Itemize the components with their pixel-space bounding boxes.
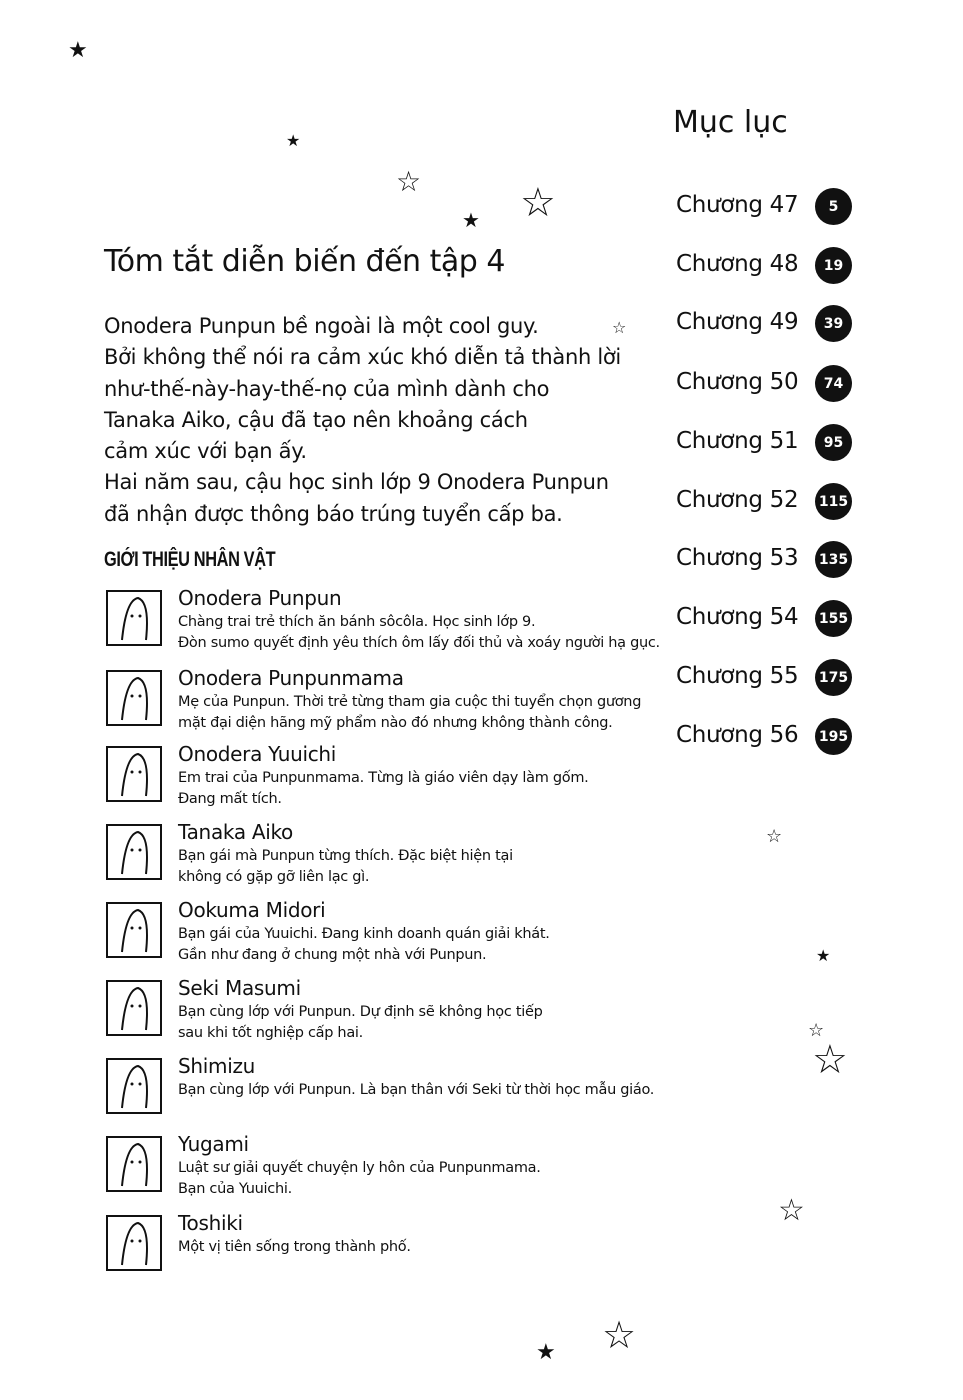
- toc-entry[interactable]: [676, 247, 856, 287]
- chapter-page-badge: 115: [815, 483, 852, 520]
- star-icon: ★: [816, 946, 831, 965]
- character-description: Bạn của Yuuichi.: [178, 1181, 292, 1197]
- star-outline-icon: ☆: [396, 165, 422, 198]
- character-portrait: [106, 1058, 162, 1114]
- character-description: Luật sư giải quyết chuyện ly hôn của Punpunmama.: [178, 1160, 541, 1176]
- chapter-page-badge: 74: [815, 365, 852, 402]
- summary-line: Bởi không thể nói ra cảm xúc khó diễn tả thành lời: [104, 345, 621, 370]
- chapter-label: Chương 47: [676, 192, 799, 218]
- character-description: Bạn cùng lớp với Punpun. Là bạn thân với Seki từ thời học mẫu giáo.: [178, 1082, 655, 1098]
- star-outline-icon: ☆: [520, 180, 556, 226]
- characters-heading: GIỚI THIỆU NHÂN VẬT: [104, 548, 276, 571]
- chapter-label: Chương 56: [676, 722, 799, 748]
- character-description: Bạn cùng lớp với Punpun. Dự định sẽ không học tiếp: [178, 1004, 543, 1020]
- character-portrait: [106, 824, 162, 880]
- character-name: Onodera Punpunmama: [178, 666, 404, 690]
- toc-entry[interactable]: [676, 541, 856, 581]
- character-portrait: [106, 1136, 162, 1192]
- character-name: Onodera Punpun: [178, 586, 342, 610]
- character-portrait: [106, 980, 162, 1036]
- chapter-page-badge: 195: [815, 718, 852, 755]
- chapter-page-badge: 95: [815, 424, 852, 461]
- summary-text: [104, 311, 621, 530]
- character-name: Shimizu: [178, 1054, 256, 1078]
- chapter-page-badge: 175: [815, 659, 852, 696]
- character-portrait: [106, 590, 162, 646]
- character-description: Bạn gái của Yuuichi. Đang kinh doanh quán giải khát.: [178, 926, 550, 942]
- chapter-page-badge: 5: [815, 188, 852, 225]
- character-name: Seki Masumi: [178, 976, 301, 1000]
- character-description: Em trai của Punpunmama. Từng là giáo viên dạy làm gốm.: [178, 770, 589, 786]
- star-outline-icon: ☆: [766, 826, 783, 847]
- star-outline-icon: ☆: [602, 1313, 637, 1357]
- chapter-label: Chương 55: [676, 663, 799, 689]
- character-description: Đòn sumo quyết định yêu thích ôm lấy đối thủ và xoáy người hạ gục.: [178, 635, 660, 651]
- star-icon: ★: [462, 208, 480, 232]
- character-name: Toshiki: [178, 1211, 243, 1235]
- character-description: Bạn gái mà Punpun từng thích. Đặc biệt hiện tại: [178, 848, 513, 864]
- star-icon: ★: [536, 1340, 556, 1365]
- summary-line: Tanaka Aiko, cậu đã tạo nên khoảng cách: [104, 407, 528, 432]
- chapter-label: Chương 53: [676, 545, 799, 571]
- character-name: Ookuma Midori: [178, 898, 326, 922]
- summary-title: Tóm tắt diễn biến đến tập 4: [104, 244, 505, 279]
- star-outline-icon: ☆: [808, 1020, 825, 1041]
- character-description: Mẹ của Punpun. Thời trẻ từng tham gia cuộc thi tuyển chọn gương: [178, 694, 642, 710]
- star-outline-icon: ☆: [812, 1037, 848, 1083]
- toc-title: Mục lục: [673, 105, 788, 140]
- toc-entry[interactable]: [676, 483, 856, 523]
- chapter-page-badge: 39: [815, 305, 852, 342]
- toc-entry[interactable]: [676, 365, 856, 405]
- summary-line: Onodera Punpun bề ngoài là một cool guy.: [104, 314, 539, 338]
- star-outline-icon: ☆: [612, 318, 627, 337]
- character-description: Gần như đang ở chung một nhà với Punpun.: [178, 947, 487, 963]
- toc-entry[interactable]: [676, 188, 856, 228]
- star-outline-icon: ☆: [778, 1193, 805, 1228]
- toc-entry[interactable]: [676, 424, 856, 464]
- character-portrait: [106, 746, 162, 802]
- character-name: Tanaka Aiko: [178, 820, 293, 844]
- chapter-label: Chương 50: [676, 369, 799, 395]
- character-portrait: [106, 902, 162, 958]
- summary-line: cảm xúc với bạn ấy.: [104, 439, 307, 464]
- character-description: mặt đại diện hãng mỹ phẩm nào đó nhưng không thành công.: [178, 715, 613, 731]
- character-description: Chàng trai trẻ thích ăn bánh sôcôla. Học sinh lớp 9.: [178, 614, 536, 630]
- chapter-label: Chương 48: [676, 251, 799, 277]
- character-description: Một vị tiên sống trong thành phố.: [178, 1239, 411, 1255]
- character-name: Onodera Yuuichi: [178, 742, 337, 766]
- character-portrait: [106, 1215, 162, 1271]
- toc-entry[interactable]: [676, 718, 856, 758]
- chapter-page-badge: 19: [815, 247, 852, 284]
- character-description: Đang mất tích.: [178, 791, 282, 807]
- toc-entry[interactable]: [676, 659, 856, 699]
- chapter-label: Chương 54: [676, 604, 799, 630]
- chapter-label: Chương 51: [676, 428, 799, 454]
- character-name: Yugami: [178, 1132, 249, 1156]
- chapter-page-badge: 135: [815, 541, 852, 578]
- star-icon: ★: [286, 131, 301, 150]
- star-icon: ★: [68, 38, 88, 63]
- summary-line: Hai năm sau, cậu học sinh lớp 9 Onodera Punpun: [104, 470, 609, 495]
- character-description: sau khi tốt nghiệp cấp hai.: [178, 1025, 363, 1041]
- summary-line: như-thế-này-hay-thế-nọ của mình dành cho: [104, 376, 550, 401]
- chapter-label: Chương 49: [676, 309, 799, 335]
- summary-line: đã nhận được thông báo trúng tuyển cấp ba.: [104, 501, 563, 526]
- chapter-page-badge: 155: [815, 600, 852, 637]
- character-description: không có gặp gỡ liên lạc gì.: [178, 869, 370, 885]
- chapter-label: Chương 52: [676, 487, 799, 513]
- toc-entry[interactable]: [676, 305, 856, 345]
- character-portrait: [106, 670, 162, 726]
- toc-entry[interactable]: [676, 600, 856, 640]
